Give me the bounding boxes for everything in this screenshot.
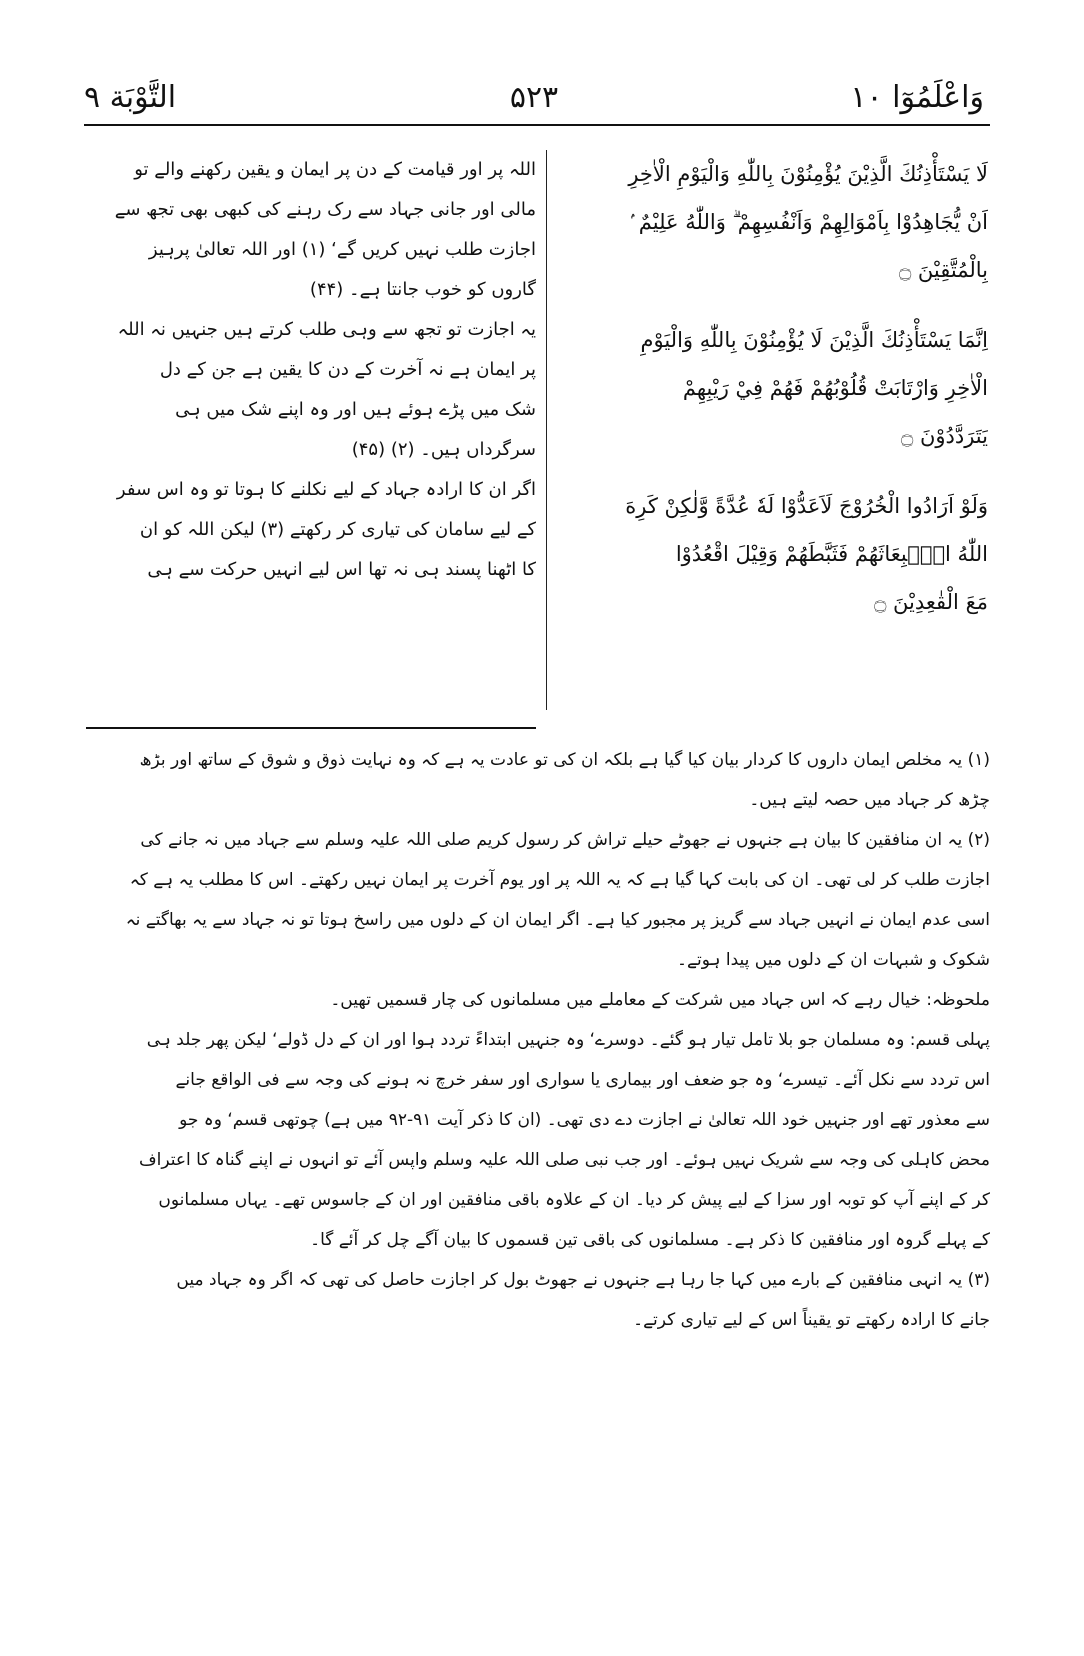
footnote-line: (۲) یہ ان منافقین کا بیان ہے جنہوں نے جھوٹے حیلے تراش کر رسول کریم صلی اللہ علیہ وسلم سے جہاد میں نہ جانے کی bbox=[140, 830, 990, 850]
footnote-line: (۱) یہ مخلص ایمان داروں کا کردار بیان کیا گیا ہے بلکہ ان کی تو عادت یہ ہے کہ وہ نہایت ذوق و شوق کے ساتھ اور بڑھ bbox=[139, 750, 990, 770]
verse-45-translation bbox=[84, 310, 536, 470]
translation-line: اجازت طلب نہیں کریں گے‘ (۱) اور اللہ تعالیٰ پرہیز bbox=[148, 239, 536, 260]
translation-line: سرگرداں ہیں۔ (۲) (۴۵) bbox=[351, 439, 536, 460]
translation-line: کا اٹھنا پسند ہی نہ تھا اس لیے انہیں حرکت سے ہی bbox=[147, 559, 536, 580]
translation-line: کے لیے سامان کی تیاری کر رکھتے (۳) لیکن اللہ کو ان bbox=[139, 519, 536, 540]
header-rule bbox=[84, 124, 990, 126]
verse-44-arabic bbox=[570, 150, 988, 294]
page-header bbox=[84, 78, 984, 128]
arabic-line: وَلَوْ اَرَادُوا الْخُرُوْجَ لَاَعَدُّوْا لَهٗ عُدَّةً وَّلٰكِنْ كَرِهَ bbox=[625, 494, 988, 518]
verse-46-arabic bbox=[570, 482, 988, 626]
footnote-line: جانے کا ارادہ رکھتے تو یقیناً اس کے لیے تیاری کرتے۔ bbox=[633, 1310, 990, 1330]
verse-44-translation bbox=[84, 150, 536, 310]
surah-title: التَّوْبَة ٩ bbox=[84, 80, 177, 115]
footnote-line: اجازت طلب کر لی تھی۔ ان کی بابت کہا گیا ہے کہ یہ اللہ پر اور یوم آخرت پر ایمان نہیں رکھتے۔ اس کا مطلب یہ ہے کہ bbox=[129, 870, 990, 890]
page-number: ۵۲۳ bbox=[509, 80, 559, 115]
verse-46-translation bbox=[84, 470, 536, 590]
footnote-rule bbox=[86, 727, 536, 729]
translation-line: یہ اجازت تو تجھ سے وہی طلب کرتے ہیں جنہیں نہ اللہ bbox=[117, 319, 536, 340]
arabic-line: يَتَرَدَّدُوْنَ ۝ bbox=[900, 424, 988, 448]
column-divider bbox=[546, 150, 547, 710]
arabic-text-column bbox=[570, 150, 988, 648]
footnote-line: ملحوظہ: خیال رہے کہ اس جہاد میں شرکت کے معاملے میں مسلمانوں کی چار قسمیں تھیں۔ bbox=[330, 990, 990, 1010]
footnote-line: اسی عدم ایمان نے انہیں جہاد سے گریز پر مجبور کیا ہے۔ اگر ایمان ان کے دلوں میں راسخ ہوتا تو نہ جہاد سے یہ بھاگتے نہ bbox=[125, 910, 990, 930]
translation-line: اگر ان کا ارادہ جہاد کے لیے نکلنے کا ہوتا تو وہ اس سفر bbox=[116, 479, 536, 500]
verse-45-arabic bbox=[570, 316, 988, 460]
arabic-line: اِنَّمَا يَسْتَأْذِنُكَ الَّذِيْنَ لَا يُؤْمِنُوْنَ بِاللّٰهِ وَالْيَوْمِ bbox=[640, 328, 988, 352]
arabic-line: مَعَ الْقٰعِدِيْنَ ۝ bbox=[874, 590, 988, 614]
footnote-line: چڑھ کر جہاد میں حصہ لیتے ہیں۔ bbox=[749, 790, 990, 810]
footnote-line: اس تردد سے نکل آئے۔ تیسرے‘ وہ جو ضعف اور بیماری یا سواری اور سفر خرچ نہ ہونے کی وجہ سے فی الواقع جانے bbox=[175, 1070, 990, 1090]
footnotes bbox=[78, 740, 990, 1340]
translation-line: اللہ پر اور قیامت کے دن پر ایمان و یقین رکھنے والے تو bbox=[134, 159, 536, 180]
translation-line: پر ایمان ہے نہ آخرت کے دن کا یقین ہے جن کے دل bbox=[159, 359, 536, 380]
footnote-line: (۳) یہ انہی منافقین کے بارے میں کہا جا رہا ہے جنہوں نے جھوٹ بول کر اجازت حاصل کی تھی کہ اگر وہ جہاد میں bbox=[176, 1270, 990, 1290]
arabic-line: بِالْمُتَّقِيْنَ ۝ bbox=[898, 258, 988, 282]
urdu-translation-column bbox=[84, 150, 536, 590]
translation-line: گاروں کو خوب جانتا ہے۔ (۴۴) bbox=[309, 279, 536, 300]
arabic-line: اللّٰهُ انْۢبِعَاثَهُمْ فَثَبَّطَهُمْ وَقِيْلَ اقْعُدُوْا bbox=[675, 542, 988, 566]
footnote-line: محض کاہلی کی وجہ سے شریک نہیں ہوئے۔ اور جب نبی صلی اللہ علیہ وسلم واپس آئے تو انہوں نے اپنے گناہ کا اعتراف bbox=[138, 1150, 990, 1170]
arabic-line: الْاٰخِرِ وَارْتَابَتْ قُلُوْبُهُمْ فَهُمْ فِيْ رَيْبِهِمْ bbox=[682, 376, 988, 400]
arabic-line: اَنْ يُّجَاهِدُوْا بِاَمْوَالِهِمْ وَاَنْفُسِهِمْ ۗ وَاللّٰهُ عَلِيْمٌ ۢ bbox=[626, 210, 988, 234]
footnote-line: پہلی قسم: وہ مسلمان جو بلا تامل تیار ہو گئے۔ دوسرے‘ وہ جنہیں ابتداءً تردد ہوا اور ان کے دل ڈولے‘ لیکن پھر جلد ہی bbox=[146, 1030, 990, 1050]
translation-line: مالی اور جانی جہاد سے رک رہنے کی کبھی بھی تجھ سے bbox=[114, 199, 536, 220]
translation-line: شک میں پڑے ہوئے ہیں اور وہ اپنے شک میں ہی bbox=[175, 399, 536, 420]
footnote-line: کر کے اپنے آپ کو توبہ اور سزا کے لیے پیش کر دیا۔ ان کے علاوہ باقی منافقین اور ان کے جاسوس تھے۔ یہاں مسلمانوں bbox=[158, 1190, 990, 1210]
footnote-line: شکوک و شبہات ان کے دلوں میں پیدا ہوتے۔ bbox=[677, 950, 990, 970]
juz-title: وَاعْلَمُوٓا ١٠ bbox=[850, 80, 984, 115]
footnote-line: کے پہلے گروہ اور منافقین کا ذکر ہے۔ مسلمانوں کی باقی تین قسموں کا بیان آگے چل کر آئے گا۔ bbox=[310, 1230, 990, 1250]
arabic-line: لَا يَسْتَأْذِنُكَ الَّذِيْنَ يُؤْمِنُوْنَ بِاللّٰهِ وَالْيَوْمِ الْاٰخِرِ bbox=[628, 162, 988, 186]
footnote-line: سے معذور تھے اور جنہیں خود اللہ تعالیٰ نے اجازت دے دی تھی۔ (ان کا ذکر آیت ۹۱-۹۲ میں ہے) چوتھی قسم‘ وہ جو bbox=[179, 1110, 990, 1130]
